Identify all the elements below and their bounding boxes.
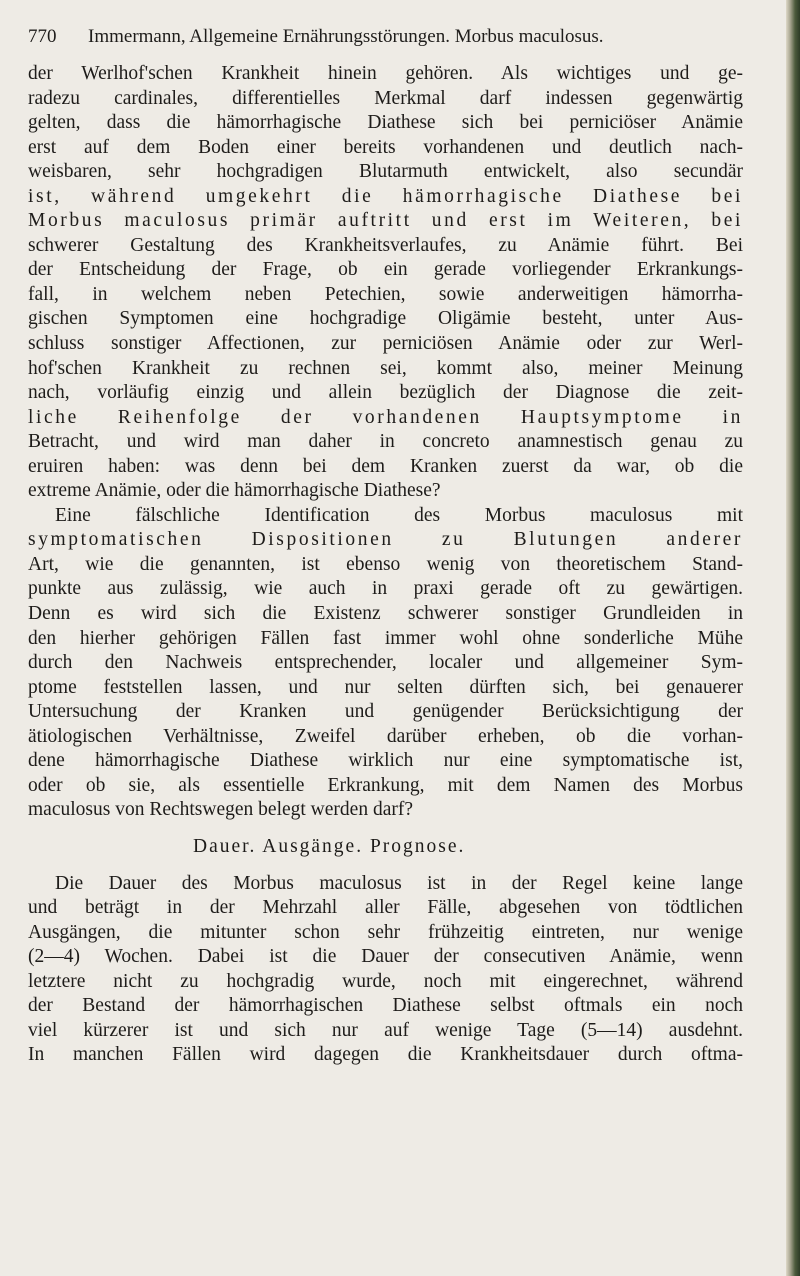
page-number: 770: [28, 26, 57, 47]
text-line: liche Reihenfolge der vorhandenen Hauptsymptome in: [28, 406, 743, 428]
text-line: letztere nicht zu hochgradig wurde, noch mit eingerechnet, während: [28, 970, 743, 992]
text-line: radezu cardinales, differentielles Merkmal darf indessen gegenwärtig: [28, 87, 743, 109]
text-line: den hierher gehörigen Fällen fast immer wohl ohne sonderliche Mühe: [28, 627, 743, 649]
text-line: Betracht, und wird man daher in concreto anamnestisch genau zu: [28, 431, 743, 453]
text-line: In manchen Fällen wird dagegen die Krankheitsdauer durch oftma-: [28, 1044, 743, 1066]
text-line: Untersuchung der Kranken und genügender Berücksichtigung der: [28, 701, 743, 723]
text-line: maculosus von Rechtswegen belegt werden darf?: [28, 799, 413, 821]
text-line: ätiologischen Verhältnisse, Zweifel darüber erheben, ob die vorhan-: [28, 725, 743, 747]
text-line: Art, wie die genannten, ist ebenso wenig von theoretischem Stand-: [28, 553, 743, 575]
text-line: nach, vorläufig einzig und allein bezüglich der Diagnose die zeit-: [28, 382, 743, 404]
text-line: weisbaren, sehr hochgradigen Blutarmuth entwickelt, also secundär: [28, 161, 743, 183]
section-heading: Dauer. Ausgänge. Prognose.: [193, 835, 466, 857]
text-line: (2—4) Wochen. Dabei ist die Dauer der consecutiven Anämie, wenn: [28, 946, 743, 968]
text-line: punkte aus zulässig, wie auch in praxi gerade oft zu gewärtigen.: [28, 578, 743, 600]
text-line: oder ob sie, als essentielle Erkrankung, mit dem Namen des Morbus: [28, 774, 743, 796]
text-line: und beträgt in der Mehrzahl aller Fälle, abgesehen von tödtlichen: [28, 897, 743, 919]
text-line: erst auf dem Boden einer bereits vorhandenen und deutlich nach-: [28, 136, 743, 158]
text-line: der Bestand der hämorrhagischen Diathese selbst oftmals ein noch: [28, 995, 743, 1017]
running-header: [28, 26, 718, 54]
text-line: ist, während umgekehrt die hämorrhagische Diathese bei: [28, 185, 743, 207]
paragraph-1: [28, 62, 743, 504]
text-line: dene hämorrhagische Diathese wirklich nur eine symptomatische ist,: [28, 750, 743, 772]
paragraph-3: [28, 872, 743, 1068]
running-title: Immermann, Allgemeine Ernährungsstörungen. Morbus maculosus.: [88, 26, 604, 47]
paragraph-2: [28, 504, 743, 823]
text-line: viel kürzerer ist und sich nur auf wenige Tage (5—14) ausdehnt.: [28, 1019, 743, 1041]
text-line: schluss sonstiger Affectionen, zur perniciösen Anämie oder zur Werl-: [28, 333, 743, 355]
text-line: schwerer Gestaltung des Krankheitsverlaufes, zu Anämie führt. Bei: [28, 234, 743, 256]
text-line: Ausgängen, die mitunter schon sehr frühzeitig eintreten, nur wenige: [28, 921, 743, 943]
text-line: eruiren haben: was denn bei dem Kranken zuerst da war, ob die: [28, 455, 743, 477]
text-line: Denn es wird sich die Existenz schwerer sonstiger Grundleiden in: [28, 603, 743, 625]
text-line: Die Dauer des Morbus maculosus ist in der Regel keine lange: [55, 872, 743, 894]
text-line: ptome feststellen lassen, und nur selten dürften sich, bei genauerer: [28, 676, 743, 698]
text-line: symptomatischen Dispositionen zu Blutungen anderer: [28, 529, 743, 551]
text-line: gischen Symptomen eine hochgradige Oligämie besteht, unter Aus-: [28, 308, 743, 330]
text-line: der Werlhof'schen Krankheit hinein gehören. Als wichtiges und ge-: [28, 63, 743, 84]
body-text: [28, 62, 743, 1068]
text-line: fall, in welchem neben Petechien, sowie anderweitigen hämorrha-: [28, 283, 743, 305]
text-line: hof'schen Krankheit zu rechnen sei, kommt also, meiner Meinung: [28, 357, 743, 379]
text-line: Eine fälschliche Identification des Morbus maculosus mit: [55, 504, 743, 526]
text-line: durch den Nachweis entsprechender, localer und allgemeiner Sym-: [28, 652, 743, 674]
text-line: Morbus maculosus primär auftritt und erst im Weiteren, bei: [28, 210, 743, 232]
text-line: gelten, dass die hämorrhagische Diathese sich bei perniciöser Anämie: [28, 112, 743, 134]
page-edge: [786, 0, 800, 1276]
text-line: extreme Anämie, oder die hämorrhagische Diathese?: [28, 480, 441, 502]
text-line: der Entscheidung der Frage, ob ein gerade vorliegender Erkrankungs-: [28, 259, 743, 281]
